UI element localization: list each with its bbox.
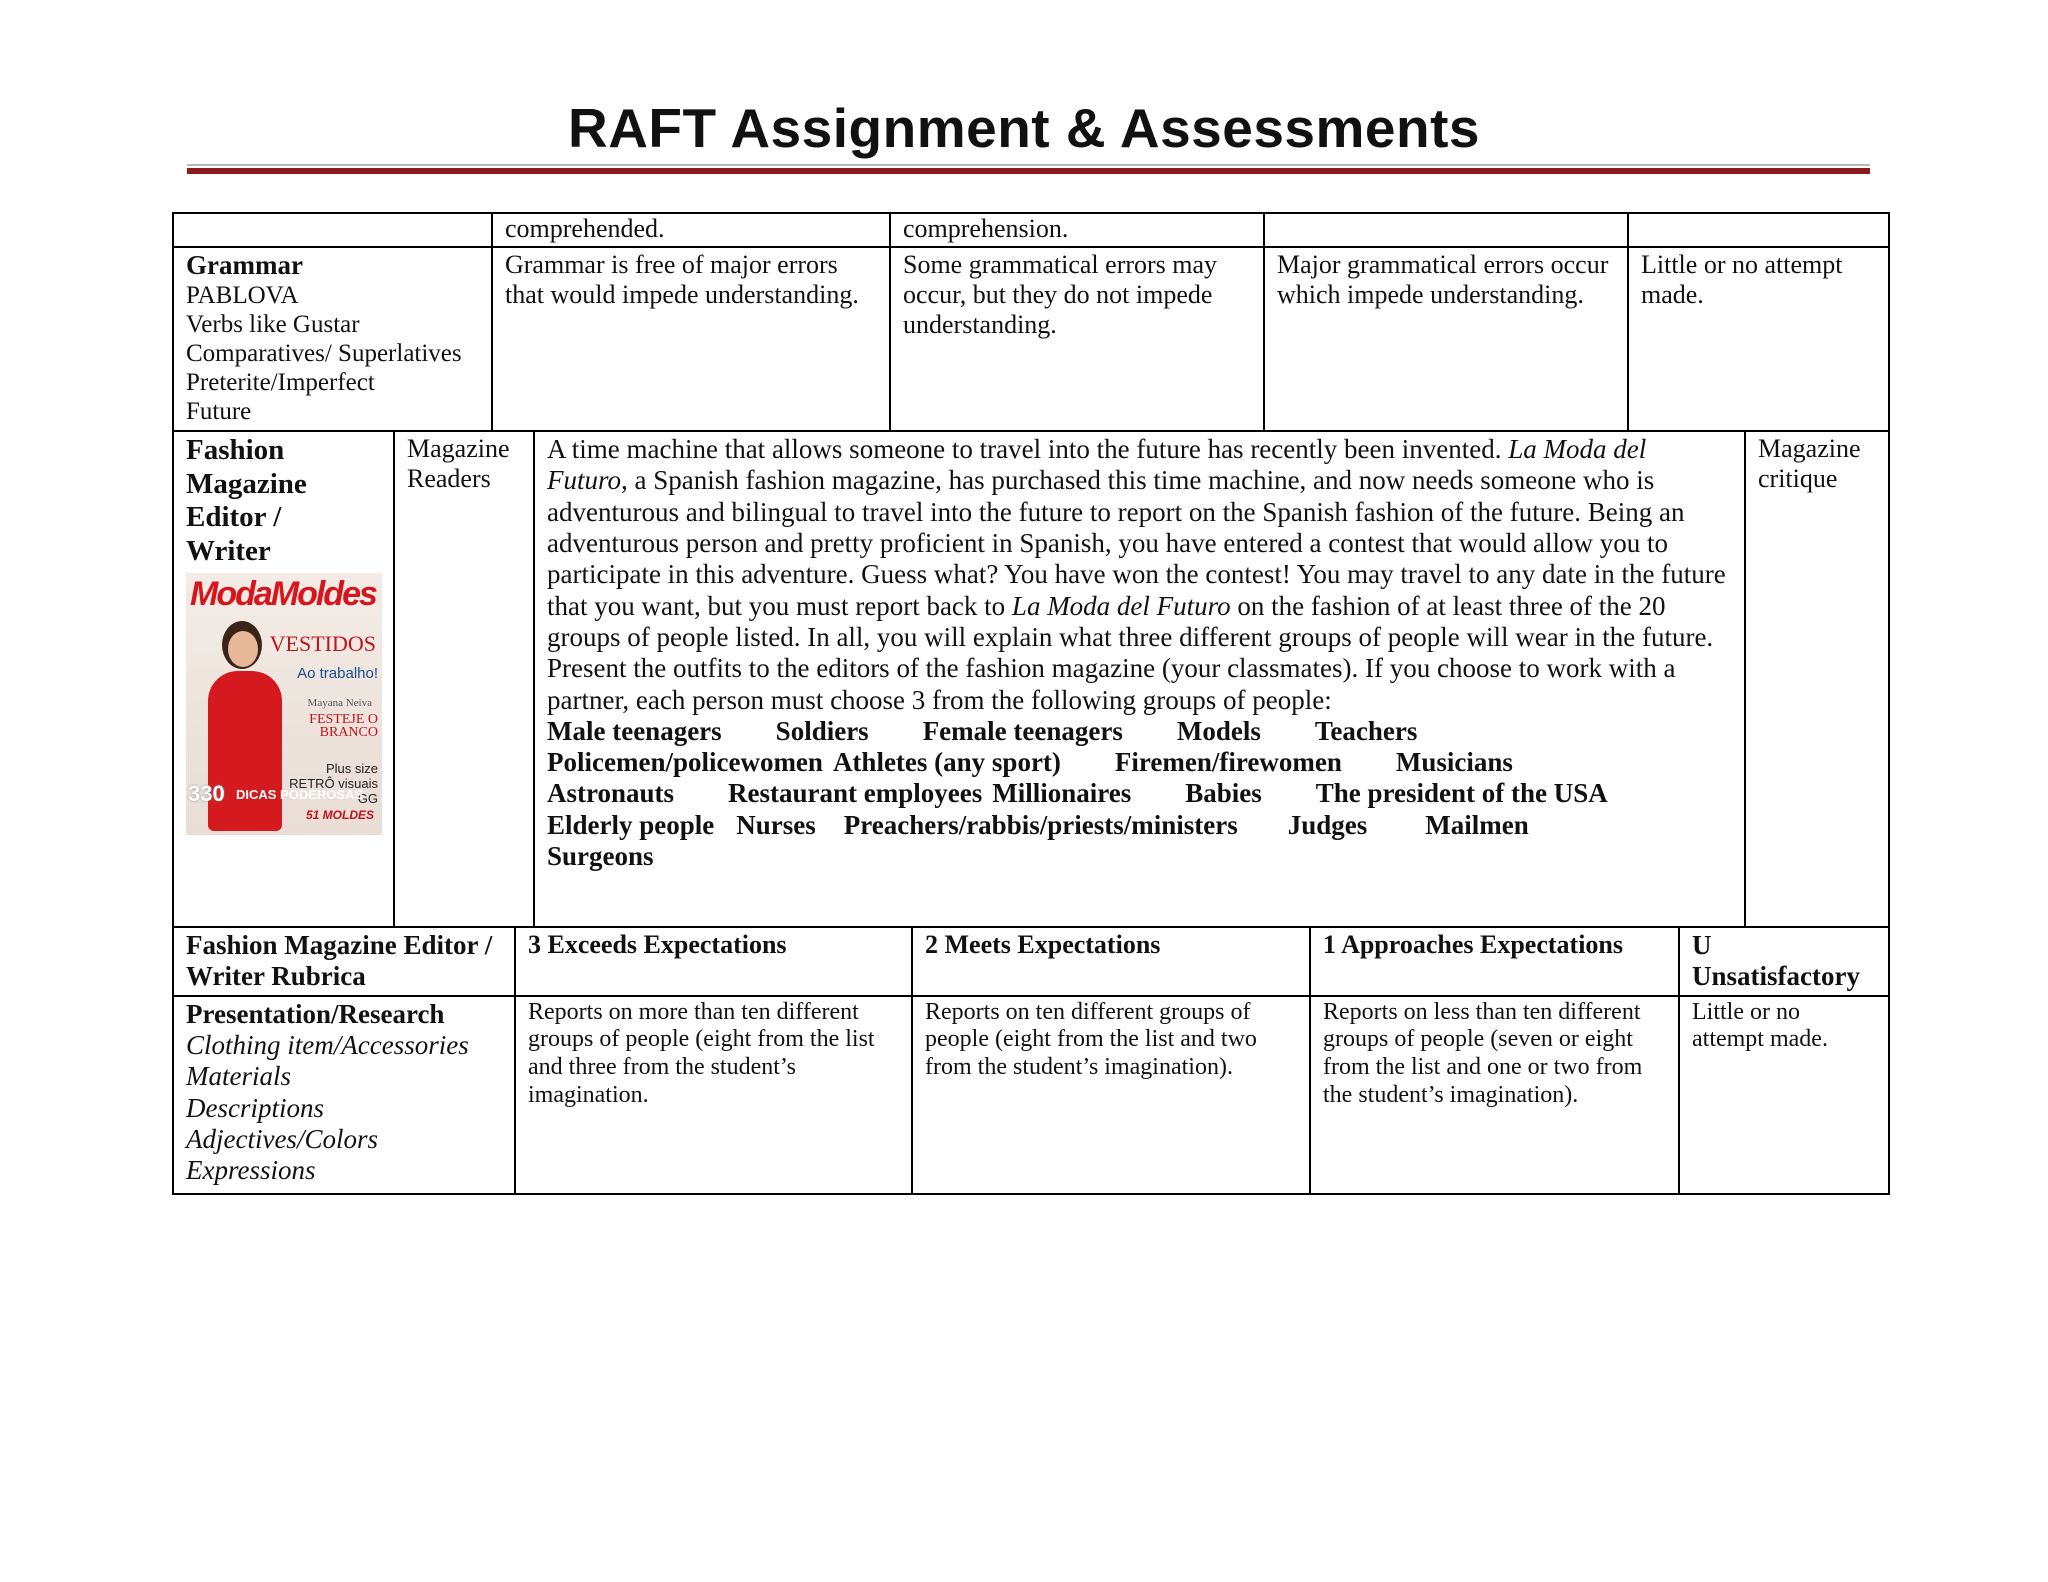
prompt-text: on the fashion of at least three of the 20 groups of people listed. In all, you will explain what three different groups of people will wear in the future. Present the outfits to the editors of the fashion magazine (your classmates). If you choose to work with a partner, each person must choose 3 from the following groups of people: xyxy=(547,590,1714,715)
continued-cell xyxy=(1628,213,1889,247)
criterion-item: Adjectives/Colors xyxy=(186,1123,378,1154)
rubric-meets-cell: Reports on ten different groups of people (eight from the list and two from the student’s imagination). xyxy=(912,996,1310,1194)
rubric-approaches-cell: Reports on less than ten different groups of people (seven or eight from the list and one or two from the student’s imagination). xyxy=(1310,996,1679,1194)
continued-cell: comprehension. xyxy=(890,213,1264,247)
table-row xyxy=(173,213,1889,247)
criterion-label: Presentation/Research xyxy=(186,998,445,1029)
grammar-approaches-cell: Major grammatical errors occur which impede understanding. xyxy=(1264,247,1628,431)
criterion-item: Clothing item/Accessories xyxy=(186,1029,469,1060)
continued-cell: comprehended. xyxy=(492,213,890,247)
page-title: RAFT Assignment & Assessments xyxy=(567,97,1481,159)
table-row xyxy=(173,247,1889,431)
group-name: Firemen/firewomen xyxy=(1114,747,1342,778)
group-name: Athletes (any sport) xyxy=(832,747,1061,778)
table-row xyxy=(173,927,1889,996)
grammar-topic: Comparatives/ Superlatives xyxy=(186,340,462,368)
group-name: Models xyxy=(1176,715,1261,746)
magazine-name: La Moda del Futuro xyxy=(1011,590,1231,621)
cover-text: Mayana Neiva xyxy=(307,696,372,709)
continued-cell xyxy=(173,213,492,247)
role-cell xyxy=(173,431,394,927)
group-name: Elderly people xyxy=(547,809,715,840)
cover-text: VESTIDOS xyxy=(269,630,376,656)
cover-text: 51 MOLDES xyxy=(305,807,374,822)
group-name: Babies xyxy=(1185,778,1262,809)
group-name: Restaurant employees xyxy=(728,778,983,809)
cover-masthead: ModaMoldes xyxy=(190,574,376,613)
group-name: The president of the USA xyxy=(1315,778,1608,809)
rubric-header-unsatisfactory: U Unsatisfactory xyxy=(1679,927,1889,996)
criterion-item: Materials xyxy=(186,1061,291,1092)
group-name: Astronauts xyxy=(547,778,675,809)
criterion-item: Expressions xyxy=(186,1155,316,1186)
role-line: Editor / xyxy=(186,501,282,534)
cover-text: 330 xyxy=(188,780,225,806)
list-item xyxy=(547,841,1726,872)
table-row xyxy=(173,431,1889,927)
group-name: Surgeons xyxy=(547,841,654,872)
prompt-cell xyxy=(534,431,1745,927)
grammar-topic: Verbs like Gustar xyxy=(186,311,360,339)
raft-assignment-table xyxy=(172,430,1890,928)
magazine-name: La Moda del Futuro xyxy=(547,434,1647,496)
group-name: Preachers/rabbis/priests/ministers xyxy=(843,809,1238,840)
cover-text: DICAS PODEROSAS xyxy=(236,786,364,802)
grammar-label: Grammar xyxy=(186,250,303,281)
continued-cell xyxy=(1264,213,1628,247)
grammar-topic: PABLOVA xyxy=(186,282,299,310)
criterion-item: Descriptions xyxy=(186,1092,324,1123)
group-name: Female teenagers xyxy=(922,715,1123,746)
cover-text: Plus size RETRÔ visuais GG xyxy=(289,760,378,806)
fashion-rubric-table xyxy=(172,926,1890,1195)
role-line: Magazine xyxy=(186,467,307,500)
group-name: Judges xyxy=(1287,809,1368,840)
group-name: Millionaires xyxy=(992,778,1132,809)
grammar-meets-cell: Some grammatical errors may occur, but they do not impede understanding. xyxy=(890,247,1264,431)
rubric-header-meets: 2 Meets Expectations xyxy=(912,927,1310,996)
rubric-exceeds-cell: Reports on more than ten different groups of people (eight from the list and three from the student’s imagination. xyxy=(515,996,912,1194)
group-name: Musicians xyxy=(1395,747,1513,778)
grammar-rubric-table xyxy=(172,212,1890,432)
grammar-unsatisfactory-cell: Little or no attempt made. xyxy=(1628,247,1889,431)
table-row xyxy=(173,996,1889,1194)
prompt-text: , a Spanish fashion magazine, has purchased this time machine, and now needs someone who is adventurous and bilingual to travel into the future to report on the Spanish fashion of the future. Being an adventurous person and pretty proficient in Spanish, you have entered a contest that would allow you to participate in this adventure. Guess what? You have won the contest! You may travel to any date in the future that you want, but you must report back to xyxy=(547,465,1726,621)
group-name: Soldiers xyxy=(775,715,869,746)
group-name: Mailmen xyxy=(1425,809,1529,840)
title-rule-thick xyxy=(187,168,1870,174)
list-item xyxy=(547,810,1726,841)
group-name: Policemen/policewomen xyxy=(547,747,823,778)
list-item xyxy=(547,716,1726,747)
rubric-criterion-cell xyxy=(173,996,515,1194)
rubric-header-exceeds: 3 Exceeds Expectations xyxy=(515,927,912,996)
people-groups-list xyxy=(547,716,1726,873)
cover-text: FESTEJE O BRANCO xyxy=(309,711,378,740)
cover-text: Ao trabalho! xyxy=(297,664,378,682)
list-item xyxy=(547,778,1726,809)
rubric-header-title: Fashion Magazine Editor / Writer Rubrica xyxy=(173,927,515,996)
rubric-header-approaches: 1 Approaches Expectations xyxy=(1310,927,1679,996)
group-name: Teachers xyxy=(1314,715,1418,746)
grammar-criterion-cell xyxy=(173,247,492,431)
grammar-topic: Future xyxy=(186,398,252,426)
format-cell: Magazine critique xyxy=(1745,431,1889,927)
audience-cell: Magazine Readers xyxy=(394,431,534,927)
role-line: Fashion xyxy=(186,434,285,466)
role-line: Writer xyxy=(186,534,271,567)
grammar-topic: Preterite/Imperfect xyxy=(186,369,375,397)
title-rule-thin xyxy=(187,164,1870,166)
magazine-cover-image xyxy=(186,573,382,835)
prompt-text: A time machine that allows someone to travel into the future has recently been invented. xyxy=(547,434,1509,464)
group-name: Nurses xyxy=(736,809,816,840)
grammar-exceeds-cell: Grammar is free of major errors that would impede understanding. xyxy=(492,247,890,431)
list-item xyxy=(547,747,1726,778)
group-name: Male teenagers xyxy=(547,715,722,746)
rubric-unsatisfactory-cell: Little or no attempt made. xyxy=(1679,996,1889,1194)
